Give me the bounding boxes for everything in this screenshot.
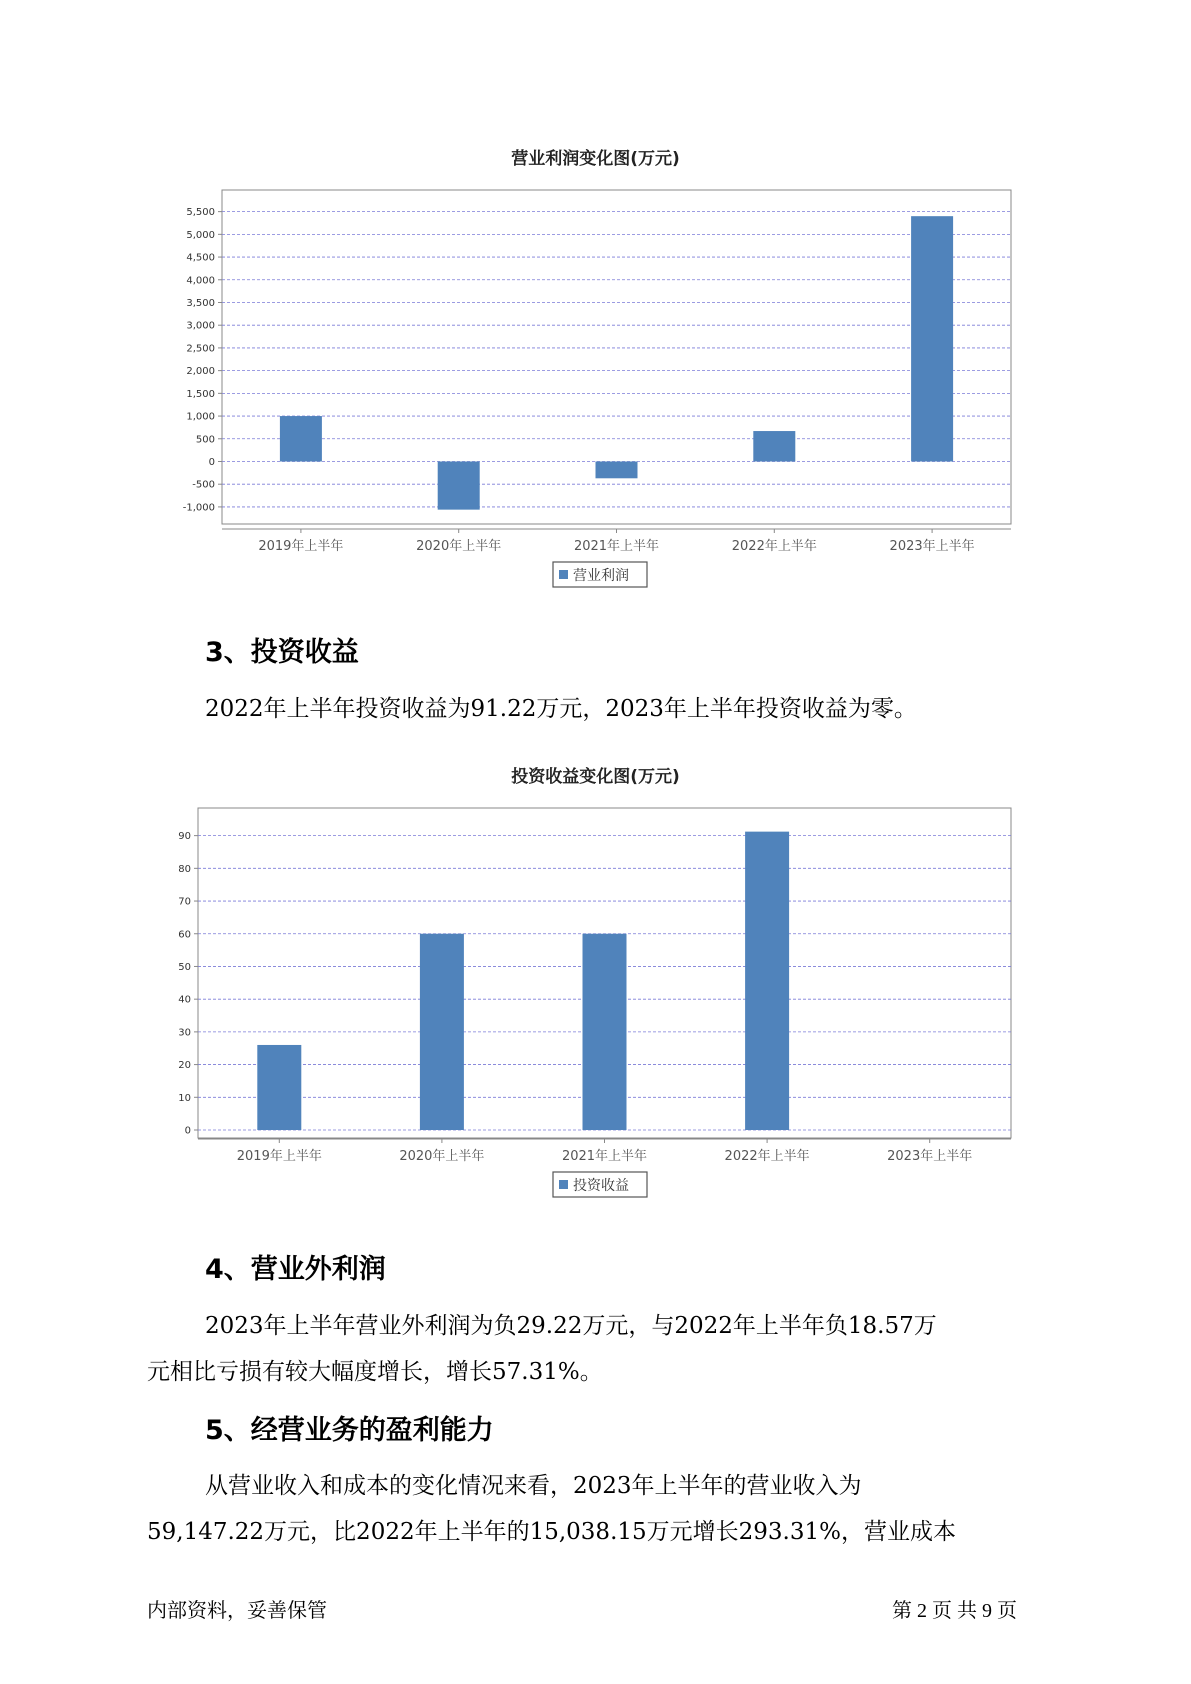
y-tick-label: 50	[178, 961, 191, 973]
bar-4	[745, 832, 789, 1130]
bar-4	[753, 431, 795, 461]
section-3-line-1: 2022年上半年投资收益为91.22万元，2023年上半年投资收益为零。	[205, 696, 917, 722]
y-tick-label: 5,500	[186, 207, 215, 219]
y-tick-label: 0	[184, 1125, 191, 1137]
y-tick-label: 2,000	[186, 366, 215, 378]
section-3-heading: 3、投资收益	[205, 637, 359, 668]
x-tick-label: 2021年上半年	[573, 539, 660, 554]
bar-5	[911, 216, 953, 461]
section-4-line-2: 元相比亏损有较大幅度增长，增长57.31%。	[147, 1359, 603, 1385]
bar-1	[280, 416, 322, 461]
x-tick-label: 2019年上半年	[236, 1149, 322, 1164]
operating-profit-chart	[0, 180, 1191, 600]
bar-3	[596, 461, 638, 478]
chart1-title: 营业利润变化图(万元)	[511, 149, 680, 169]
bar-3	[583, 934, 627, 1130]
bar-1	[257, 1045, 301, 1130]
legend-swatch	[559, 1180, 568, 1189]
x-tick-label: 2022年上半年	[724, 1149, 810, 1164]
y-tick-label: 1,000	[186, 411, 215, 423]
y-tick-label: 70	[178, 896, 191, 908]
y-tick-label: -1,000	[182, 502, 215, 514]
y-tick-label: 90	[178, 831, 191, 843]
footer-page-number: 第 2 页 共 9 页	[892, 1600, 1017, 1622]
y-tick-label: 500	[195, 434, 215, 446]
y-tick-label: 3,000	[186, 320, 215, 332]
y-tick-label: 2,500	[186, 343, 215, 355]
legend-label: 营业利润	[573, 568, 629, 584]
y-tick-label: -500	[192, 479, 215, 491]
legend-label: 投资收益	[573, 1178, 629, 1194]
y-tick-label: 3,500	[186, 297, 215, 309]
y-tick-label: 40	[178, 994, 191, 1006]
legend-swatch	[559, 570, 568, 579]
x-tick-label: 2021年上半年	[561, 1149, 648, 1164]
legend	[553, 562, 647, 587]
y-tick-label: 30	[178, 1027, 191, 1039]
section-5-line-1: 从营业收入和成本的变化情况来看，2023年上半年的营业收入为	[205, 1473, 862, 1499]
x-tick-label: 2019年上半年	[258, 539, 344, 554]
y-tick-label: 1,500	[186, 388, 215, 400]
section-4-heading: 4、营业外利润	[205, 1254, 386, 1285]
y-tick-label: 4,000	[186, 275, 215, 287]
y-tick-label: 5,000	[186, 229, 215, 241]
y-tick-label: 0	[208, 456, 215, 468]
y-tick-label: 20	[178, 1060, 191, 1072]
section-5-line-2: 59,147.22万元，比2022年上半年的15,038.15万元增长293.31%，营业成本	[147, 1519, 956, 1545]
legend	[553, 1172, 647, 1197]
investment-income-chart	[0, 790, 1191, 1210]
bar-2	[438, 461, 480, 509]
section-4-line-1: 2023年上半年营业外利润为负29.22万元，与2022年上半年负18.57万	[205, 1313, 937, 1339]
y-tick-label: 4,500	[186, 252, 215, 264]
x-tick-label: 2023年上半年	[887, 1149, 973, 1164]
x-tick-label: 2020年上半年	[416, 539, 502, 554]
chart2-title: 投资收益变化图(万元)	[511, 767, 680, 787]
y-tick-label: 80	[178, 863, 191, 875]
y-tick-label: 60	[178, 929, 191, 941]
x-tick-label: 2023年上半年	[889, 539, 975, 554]
section-5-heading: 5、经营业务的盈利能力	[205, 1415, 494, 1446]
bar-2	[420, 934, 464, 1130]
x-tick-label: 2020年上半年	[399, 1149, 485, 1164]
y-tick-label: 10	[178, 1092, 191, 1104]
x-tick-label: 2022年上半年	[731, 539, 817, 554]
footer-left: 内部资料，妥善保管	[147, 1600, 327, 1622]
